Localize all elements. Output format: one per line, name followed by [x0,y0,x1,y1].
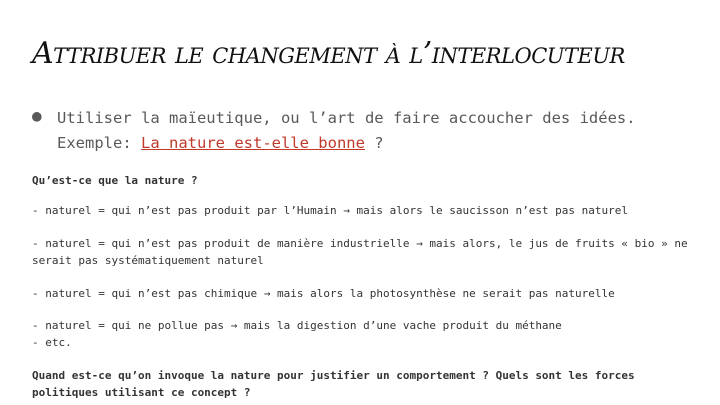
definition-line: - naturel = qui n’est pas produit par l’Humain → mais alors le saucisson n’est pas naturel [32,204,629,217]
slide-title: Attribuer le changement à l’interlocuteur [32,36,625,71]
bullet-text-start: Utiliser la maïeutique, ou l’art de faire accoucher des idées. Exemple: [57,109,636,152]
closing-question: Quand est-ce qu’on invoque la nature pour justifier un comportement ? Quels sont les forces politiques utilisant ce concept ? [32,369,642,399]
example-link[interactable]: La nature est-elle bonne [141,134,365,152]
definition-line: - naturel = qui n’est pas chimique → mais alors la photosynthèse ne serait pas naturelle [32,287,615,300]
bullet-item [32,106,692,156]
bullet-text [57,106,692,156]
definition-line: - etc. [32,336,72,349]
bullet-dot: ● [32,106,42,125]
definition-line: - naturel = qui n’est pas produit de manière industrielle → mais alors, le jus de fruits « bio » ne serait pas systématiquement naturel [32,237,695,267]
definition-line: - naturel = qui ne pollue pas → mais la digestion d’une vache produit du méthane [32,319,562,332]
bullet-text-end: ? [364,134,384,152]
question-heading: Qu’est-ce que la nature ? [32,174,198,187]
